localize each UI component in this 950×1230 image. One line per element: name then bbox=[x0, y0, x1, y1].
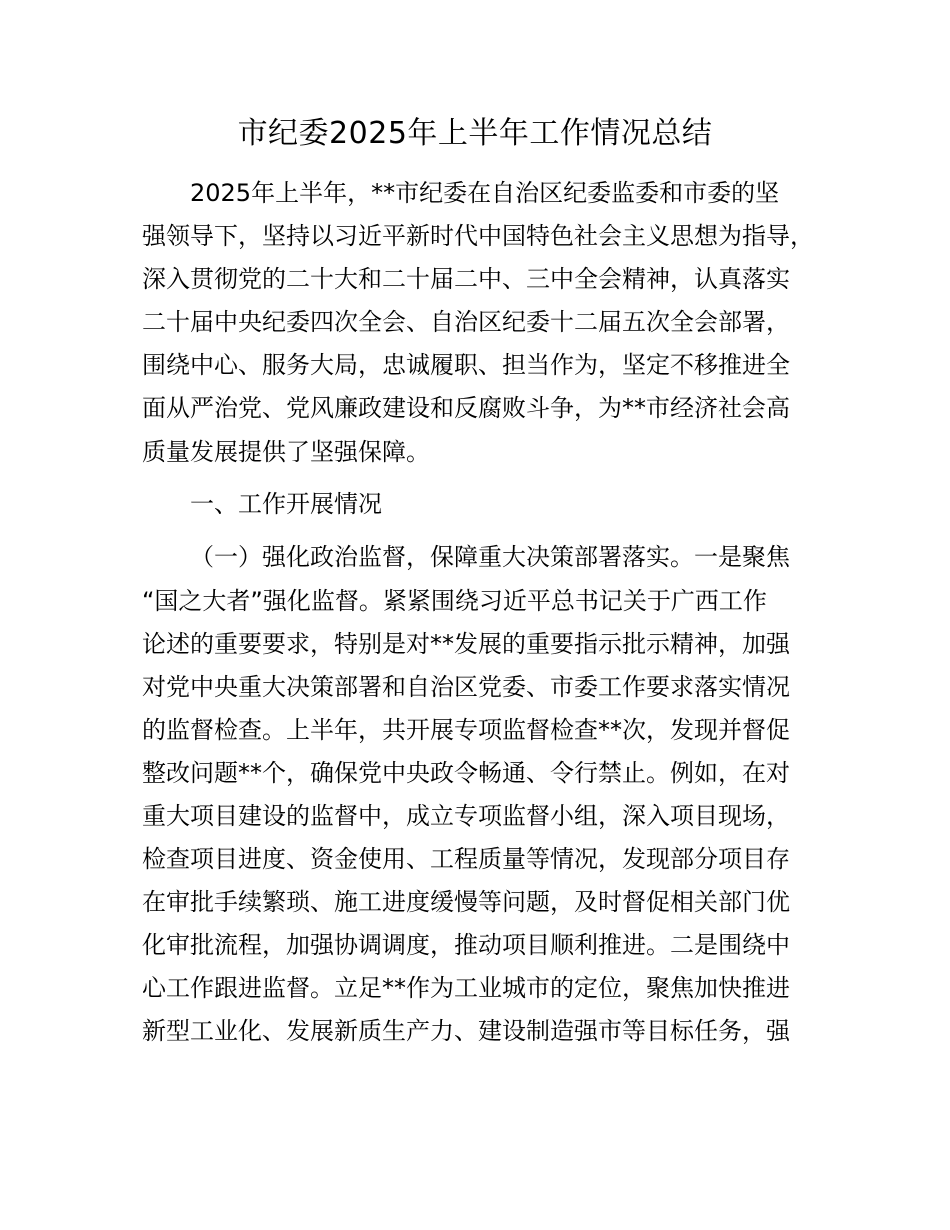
paragraph-line: 重大项目建设的监督中，成立专项监督小组，深入项目现场， bbox=[142, 802, 790, 830]
paragraph-line: 论述的重要要求，特别是对**发展的重要指示批示精神，加强 bbox=[142, 630, 790, 658]
paragraph-line: 化审批流程，加强协调调度，推动项目顺利推进。二是围绕中 bbox=[142, 931, 790, 959]
section-heading: 一、工作开展情况 bbox=[190, 490, 382, 518]
paragraph-line: 心工作跟进监督。立足**作为工业城市的定位，聚焦加快推进 bbox=[142, 974, 790, 1002]
paragraph-line: 新型工业化、发展新质生产力、建设制造强市等目标任务，强 bbox=[142, 1017, 790, 1045]
paragraph-line: 的监督检查。上半年，共开展专项监督检查**次，发现并督促 bbox=[142, 716, 790, 744]
document-title: 市纪委2025年上半年工作情况总结 bbox=[237, 116, 713, 151]
paragraph-line: “国之大者”强化监督。紧紧围绕习近平总书记关于广西工作 bbox=[142, 587, 767, 615]
paragraph-line: 在审批手续繁琐、施工进度缓慢等问题，及时督促相关部门优 bbox=[142, 888, 790, 916]
paragraph-line: 面从严治党、党风廉政建设和反腐败斗争，为**市经济社会高 bbox=[142, 394, 790, 422]
paragraph-line: 质量发展提供了坚强保障。 bbox=[142, 438, 430, 466]
paragraph-line: 强领导下，坚持以习近平新时代中国特色社会主义思想为指导， bbox=[142, 222, 814, 250]
paragraph-line: 二十届中央纪委四次全会、自治区纪委十二届五次全会部署， bbox=[142, 308, 790, 336]
paragraph-line: （一）强化政治监督，保障重大决策部署落实。一是聚焦 bbox=[190, 543, 790, 571]
paragraph-line: 深入贯彻党的二十大和二十届二中、三中全会精神，认真落实 bbox=[142, 265, 790, 293]
paragraph-line: 检查项目进度、资金使用、工程质量等情况，发现部分项目存 bbox=[142, 845, 790, 873]
paragraph-line: 整改问题**个，确保党中央政令畅通、令行禁止。例如，在对 bbox=[142, 759, 790, 787]
paragraph-line: 围绕中心、服务大局，忠诚履职、担当作为，坚定不移推进全 bbox=[142, 351, 790, 379]
paragraph-line: 对党中央重大决策部署和自治区党委、市委工作要求落实情况 bbox=[142, 673, 790, 701]
paragraph-line: 2025年上半年，**市纪委在自治区纪委监委和市委的坚 bbox=[190, 179, 780, 207]
